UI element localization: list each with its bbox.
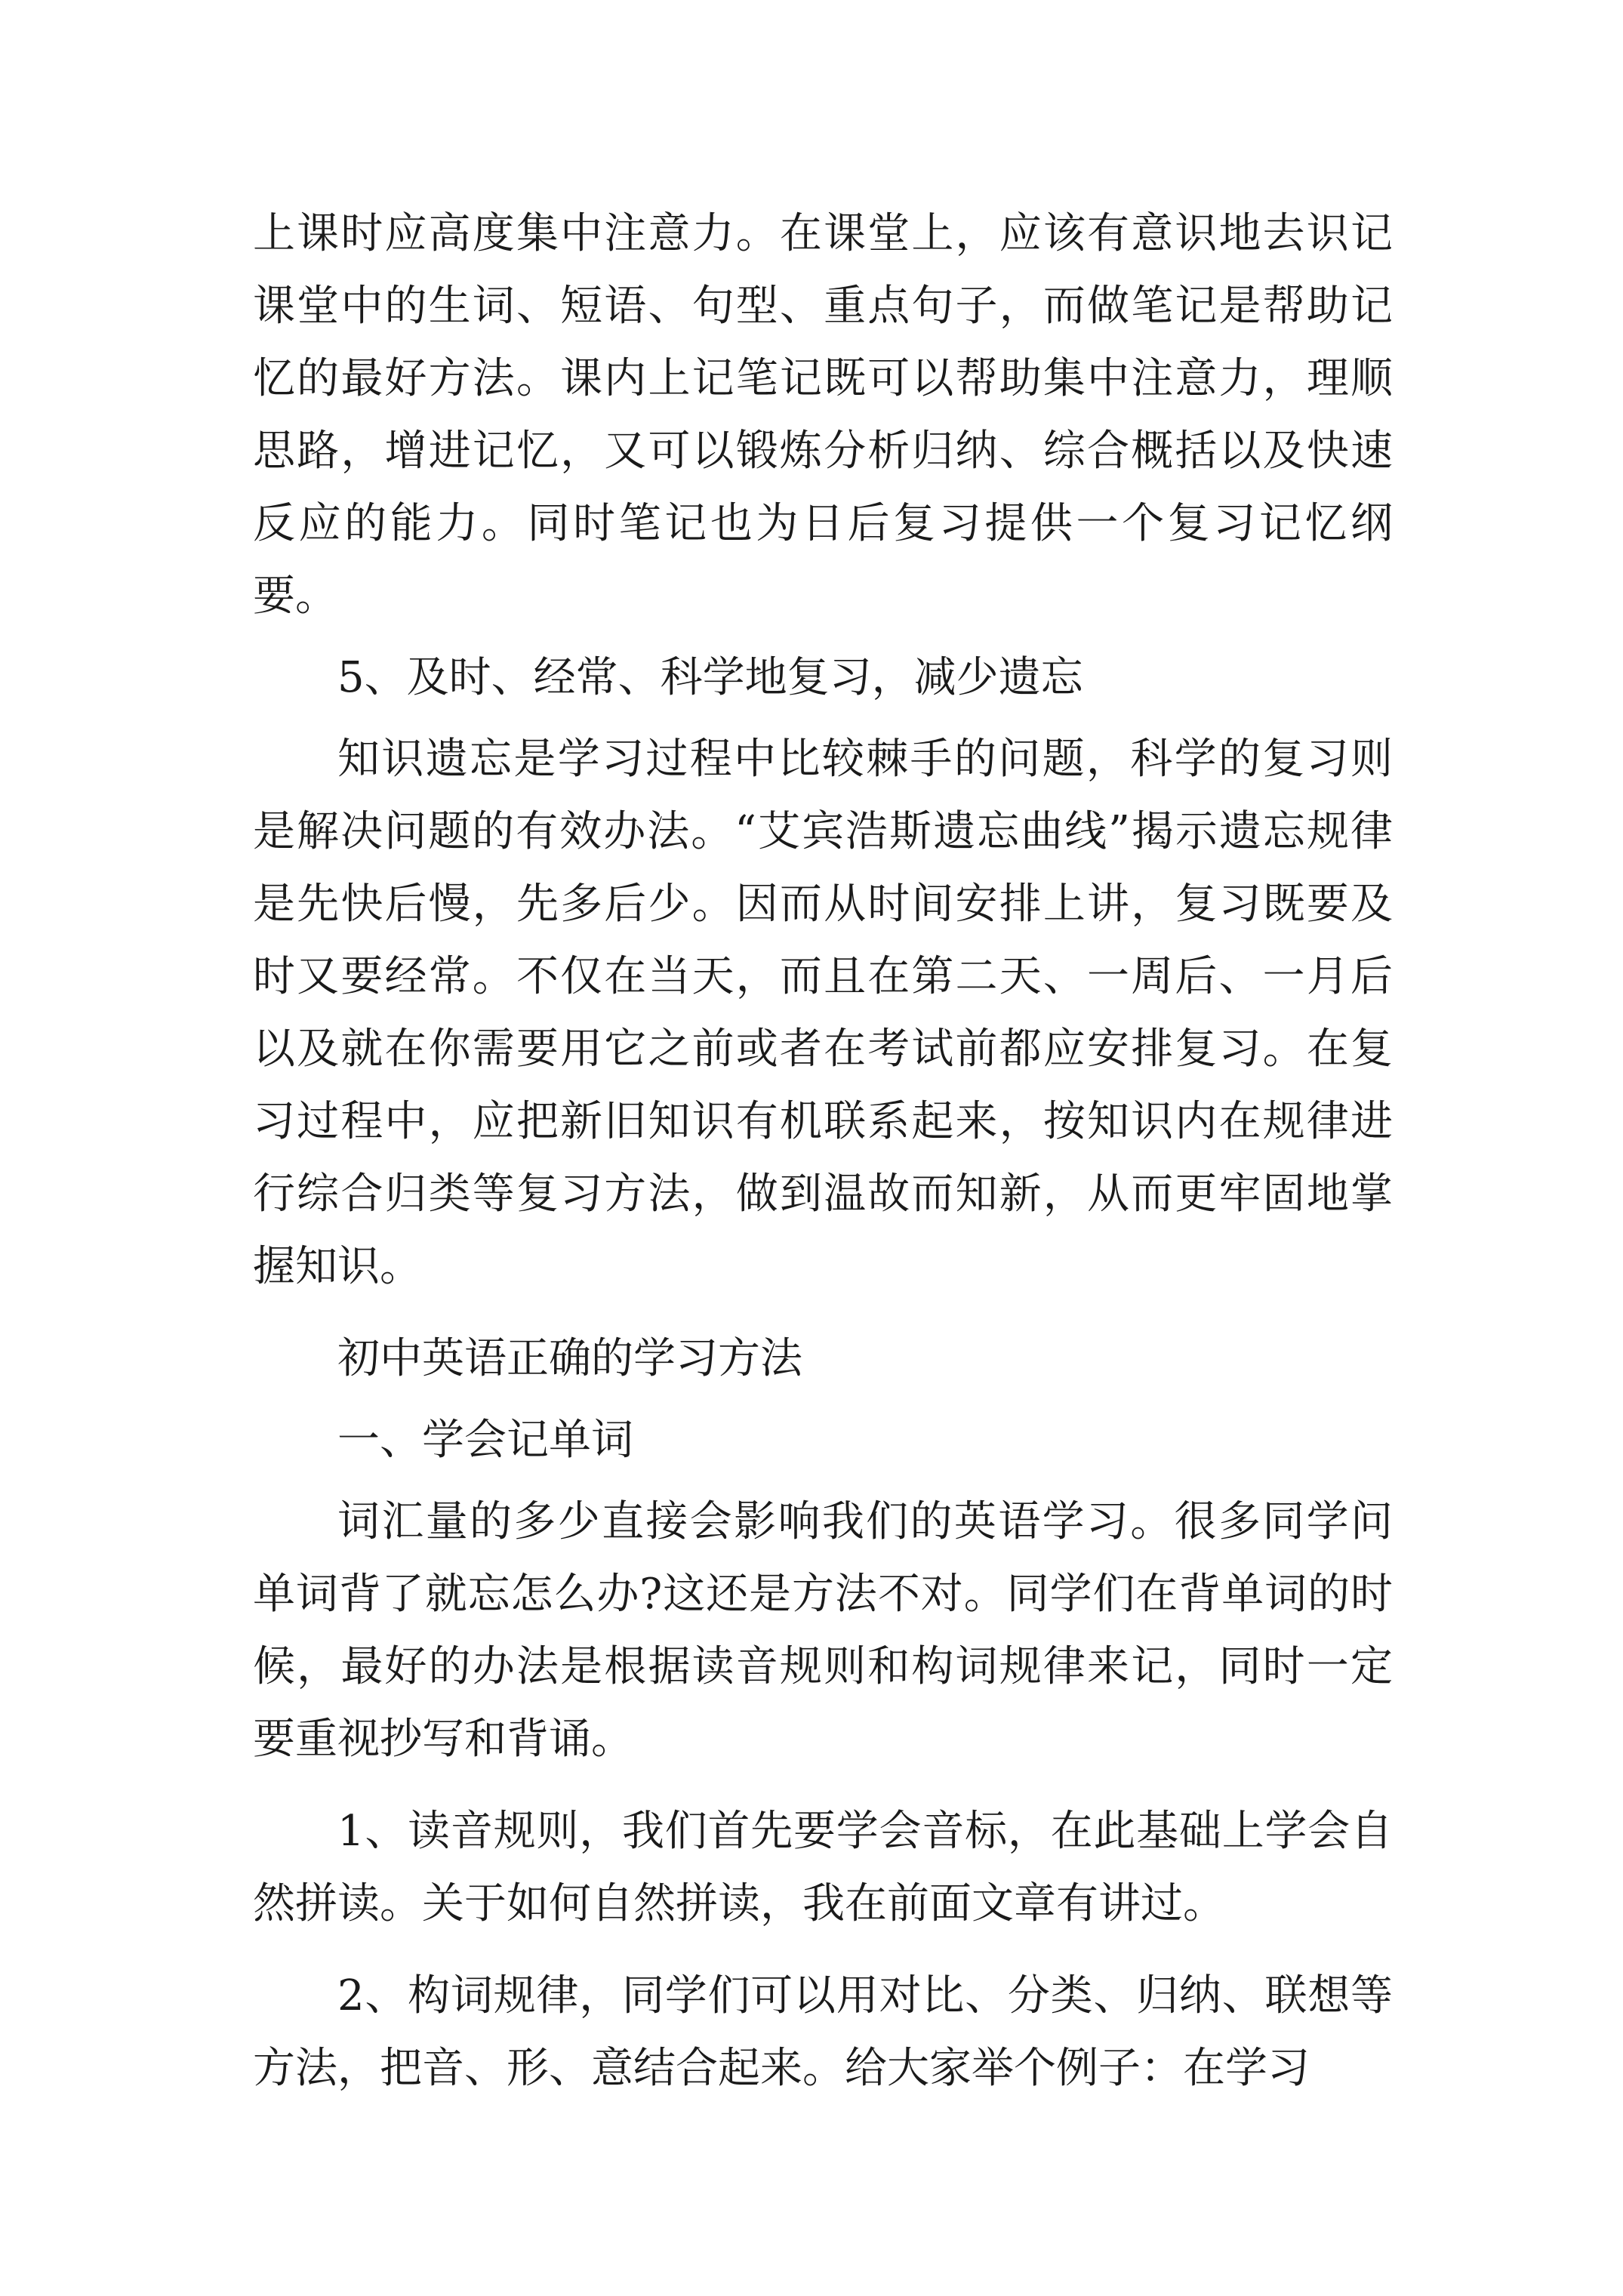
paragraph-vocabulary: 词汇量的多少直接会影响我们的英语学习。很多同学问单词背了就忘怎么办?这还是方法不对。同学们在背单词的时候，最好的办法是根据读音规则和构词规律来记，同时一定要重视抄写和背诵。 — [253, 1497, 1393, 1764]
paragraph-word-formation: 2、构词规律，同学们可以用对比、分类、归纳、联想等方法，把音、形、意结合起来。给大家举个例子：在学习 — [253, 1971, 1393, 2093]
paragraph-pronunciation-rules: 1、读音规则，我们首先要学会音标，在此基础上学会自然拼读。关于如何自然拼读，我在前面文章有讲过。 — [253, 1807, 1393, 1928]
document-body — [253, 198, 1393, 2105]
section-title-learning-methods: 初中英语正确的学习方法 — [337, 1334, 802, 1383]
paragraph-note-taking: 上课时应高度集中注意力。在课堂上，应该有意识地去识记课堂中的生词、短语、句型、重点句子，而做笔记是帮助记忆的最好方法。课内上记笔记既可以帮助集中注意力，理顺思路，增进记忆，又可以锻炼分析归纳、综合概括以及快速反应的能力。同时笔记也为日后复习提供一个复习记忆纲要。 — [253, 209, 1393, 621]
heading-review: 5、及时、经常、科学地复习，减少遗忘 — [337, 653, 1083, 702]
paragraph-forgetting-curve: 知识遗忘是学习过程中比较棘手的问题，科学的复习则是解决问题的有效办法。“艾宾浩斯遗忘曲线”揭示遗忘规律是先快后慢，先多后少。因而从时间安排上讲，复习既要及时又要经常。不仅在当天，而且在第二天、一周后、一月后以及就在你需要用它之前或者在考试前都应安排复习。在复习过程中，应把新旧知识有机联系起来，按知识内在规律进行综合归类等复习方法，做到温故而知新，从而更牢固地掌握知识。 — [253, 735, 1393, 1291]
heading-memorize-words: 一、学会记单词 — [337, 1416, 633, 1465]
